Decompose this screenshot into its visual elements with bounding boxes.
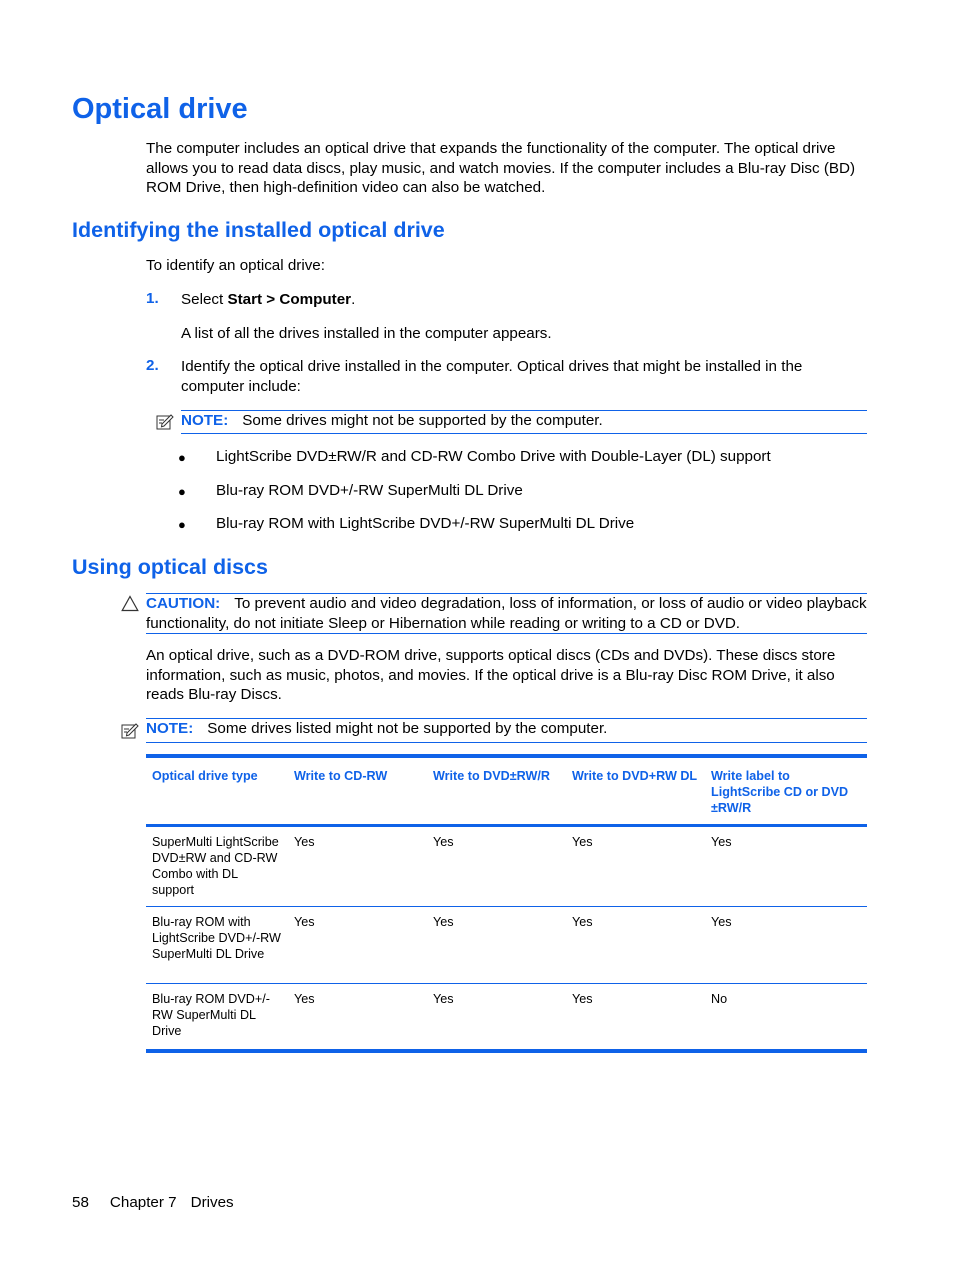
table-cell: No — [705, 984, 867, 1052]
table-cell: Yes — [427, 826, 566, 907]
note-text: Some drives listed might not be supported by the computer. — [207, 720, 608, 737]
table-row — [146, 984, 867, 1052]
step-1-text — [181, 290, 355, 310]
page-footer — [72, 1193, 234, 1213]
identify-lead: To identify an optical drive: — [146, 257, 325, 274]
table-header-cell: Write to DVD±RW/R — [427, 756, 566, 826]
table-cell: Yes — [705, 826, 867, 907]
caution-triangle-icon — [121, 595, 139, 612]
note-pencil-icon — [121, 722, 139, 740]
table-cell: Blu-ray ROM DVD+/-RW SuperMulti DL Drive — [146, 984, 288, 1052]
caution-box — [146, 593, 867, 634]
table-header-row — [146, 756, 867, 826]
note-label: NOTE: — [181, 412, 229, 429]
bullet-dot-icon: ● — [178, 484, 186, 499]
step-1-prefix: Select — [181, 291, 228, 308]
table-cell: Yes — [288, 984, 427, 1052]
table-header-cell: Write to DVD+RW DL — [566, 756, 705, 826]
bullet-item: Blu-ray ROM DVD+/-RW SuperMulti DL Drive — [216, 482, 523, 499]
using-paragraph: An optical drive, such as a DVD-ROM drive, supports optical discs (CDs and DVDs). These discs store information, such as music, photos, and movies. If the optical drive is a Blu-ray Disc ROM Drive, it also reads Blu-ray Discs. — [146, 647, 836, 704]
note-box-listed — [146, 718, 867, 743]
table-cell: Yes — [288, 826, 427, 907]
footer-section: Drives — [190, 1194, 234, 1211]
table-cell: Blu-ray ROM with LightScribe DVD+/-RW SuperMulti DL Drive — [146, 907, 288, 984]
step-1-bold: Start > Computer — [227, 291, 352, 308]
section-heading-identify: Identifying the installed optical drive — [72, 218, 445, 242]
table-cell: SuperMulti LightScribe DVD±RW and CD-RW Combo with DL support — [146, 826, 288, 907]
step-1-suffix: . — [351, 291, 356, 308]
step-number-1: 1. — [146, 290, 159, 307]
note-box-drives — [181, 410, 867, 434]
intro-paragraph: The computer includes an optical drive that expands the functionality of the computer. The optical drive allows you to read data discs, play music, and watch movies. If the computer includes a Blu-ray Disc (BD) ROM Drive, then high-definition video can also be watched. — [146, 140, 856, 197]
table-header-cell: Write label to LightScribe CD or DVD ±RW/R — [705, 756, 867, 826]
caution-text: To prevent audio and video degradation, loss of information, or loss of audio or video playback functionality, do not initiate Sleep or Hibernation while reading or writing to a CD or DVD. — [146, 595, 867, 632]
table-cell: Yes — [566, 826, 705, 907]
table-cell: Yes — [288, 907, 427, 984]
step-number-2: 2. — [146, 357, 159, 374]
table-cell: Yes — [566, 984, 705, 1052]
table-row — [146, 907, 867, 984]
page-title: Optical drive — [72, 93, 248, 125]
table-row — [146, 826, 867, 907]
table-cell: Yes — [427, 907, 566, 984]
page-number: 58 — [72, 1194, 89, 1211]
step-2-text: Identify the optical drive installed in the computer. Optical drives that might be installed in the computer include: — [181, 358, 803, 395]
table-cell: Yes — [705, 907, 867, 984]
note-pencil-icon — [156, 413, 174, 431]
section-heading-using: Using optical discs — [72, 555, 268, 579]
table-header-cell: Optical drive type — [146, 756, 288, 826]
optical-drive-table — [146, 754, 867, 1053]
footer-chapter: Chapter 7 — [109, 1194, 177, 1211]
step-1-result: A list of all the drives installed in the computer appears. — [181, 325, 552, 342]
note-text: Some drives might not be supported by the computer. — [242, 412, 603, 429]
bullet-dot-icon: ● — [178, 517, 186, 532]
table-cell: Yes — [427, 984, 566, 1052]
table-cell: Yes — [566, 907, 705, 984]
table-header-cell: Write to CD-RW — [288, 756, 427, 826]
bullet-item: LightScribe DVD±RW/R and CD-RW Combo Drive with Double-Layer (DL) support — [216, 448, 771, 465]
bullet-dot-icon: ● — [178, 450, 186, 465]
note-label: NOTE: — [146, 720, 194, 737]
caution-label: CAUTION: — [146, 595, 221, 612]
bullet-item: Blu-ray ROM with LightScribe DVD+/-RW SuperMulti DL Drive — [216, 515, 635, 532]
